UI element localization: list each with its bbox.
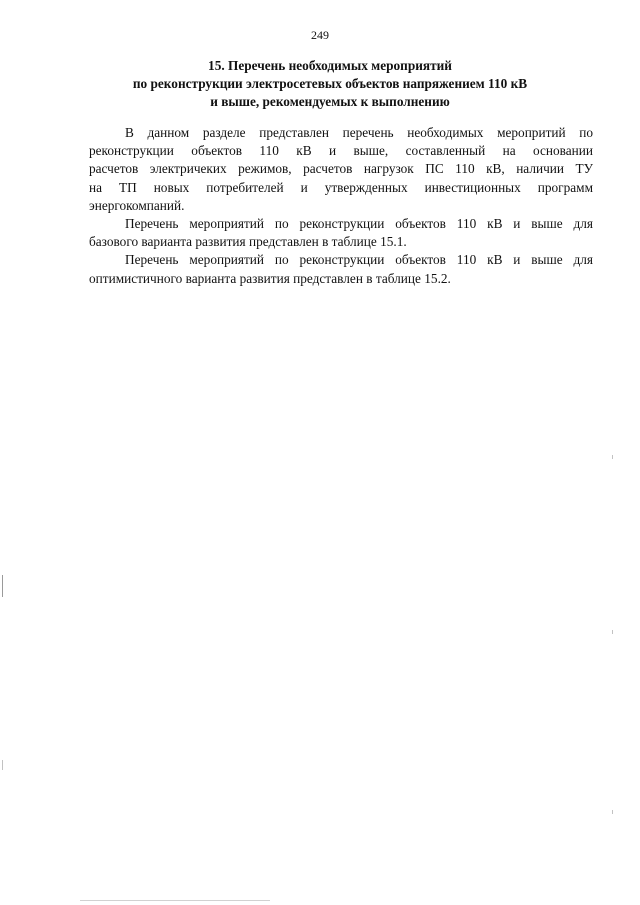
scan-edge-mark [2,575,3,597]
paragraph-line: оптимистичного варианта развития представлен в таблице 15.2. [89,270,451,286]
scan-edge-mark [612,630,613,634]
heading-line-3: и выше, рекомендуемых к выполнению [210,94,450,109]
heading-line-1: 15. Перечень необходимых мероприятий [208,58,452,73]
paragraph-line: на ТП новых потребителей и утвержденных инвестиционных программ [89,179,593,195]
paragraph-line: В данном разделе представлен перечень необходимых меропритий по [125,125,593,140]
body-text [89,124,593,288]
paragraph-intro [89,124,593,215]
scan-edge-mark [2,760,3,770]
paragraph-base-variant [89,215,593,251]
paragraph-line: энергокомпаний. [89,197,185,213]
page-number: 249 [311,28,329,42]
paragraph-line: расчетов электричеких режимов, расчетов нагрузок ПС 110 кВ, наличии ТУ [89,161,593,177]
scan-edge-mark [80,900,270,901]
paragraph-line: реконструкции объектов 110 кВ и выше, составленный на основании [89,143,593,159]
section-heading [80,57,580,111]
heading-line-2: по реконструкции электросетевых объектов напряжением 110 кВ [132,76,528,91]
paragraph-line: Перечень мероприятий по реконструкции объектов 110 кВ и выше для [125,252,593,268]
scan-edge-mark [612,455,613,459]
paragraph-optimistic-variant [89,251,593,287]
paragraph-line: базового варианта развития представлен в таблице 15.1. [89,234,407,250]
scan-edge-mark [612,810,613,814]
paragraph-line: Перечень мероприятий по реконструкции объектов 110 кВ и выше для [125,216,593,232]
